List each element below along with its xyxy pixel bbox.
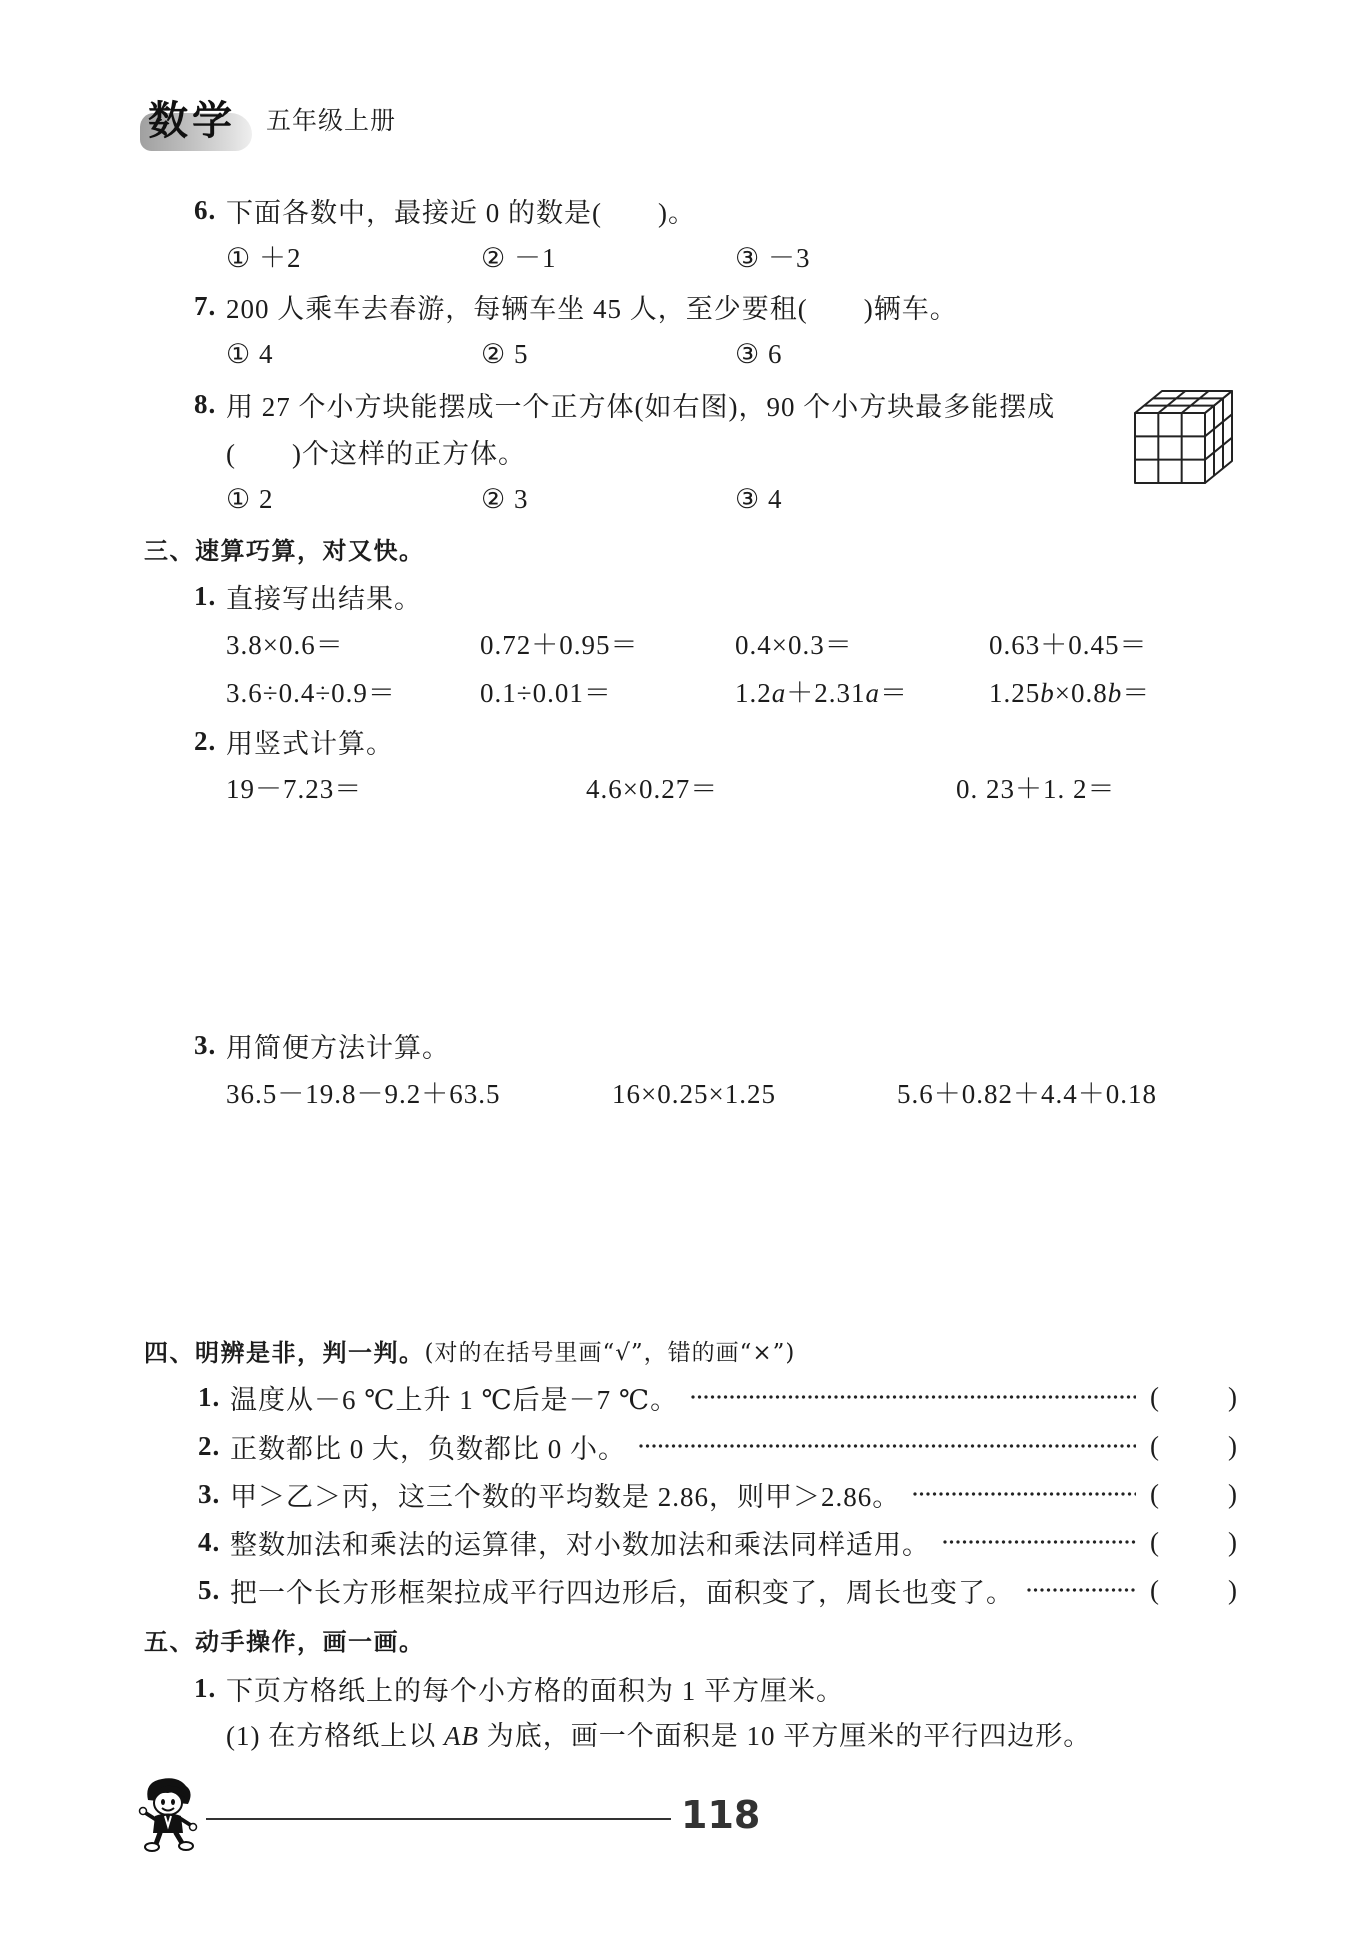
calc-vertical-row — [0, 772, 1350, 806]
question-text: 200 人乘车去春游，每辆车坐 45 人，至少要租( )辆车。 — [226, 293, 958, 324]
expr-part: 1.2 — [735, 678, 772, 708]
text-part: (1) 在方格纸上以 — [226, 1721, 444, 1751]
option: ③ －3 — [735, 243, 811, 273]
draw-subquestion-1 — [0, 1719, 1350, 1753]
calc-item: 16×0.25×1.25 — [612, 1079, 776, 1109]
judge-item — [198, 1573, 1238, 1607]
calc-item: 3.6÷0.4÷0.9＝ — [226, 678, 396, 708]
options-row — [0, 482, 1350, 516]
calc-item — [735, 676, 908, 710]
option: ① 2 — [226, 484, 274, 514]
answer-brackets — [1150, 1575, 1238, 1606]
section-title-text: 四、明辨是非，判一判。 — [144, 1338, 425, 1367]
judge-item — [198, 1380, 1238, 1414]
mascot-icon — [136, 1776, 202, 1854]
question-number: 7. — [194, 290, 217, 321]
option: ③ 4 — [735, 484, 783, 514]
statement-text: 把一个长方形框架拉成平行四边形后，面积变了，周长也变了。 — [230, 1577, 1014, 1608]
calc-item — [989, 676, 1150, 710]
calc-row-1 — [0, 628, 1350, 662]
subject-title: 数学 — [148, 98, 236, 144]
question-number: 2. — [194, 725, 217, 756]
answer-brackets — [1150, 1527, 1238, 1558]
expr-part: ＝ — [880, 678, 908, 708]
bracket-close: ) — [1228, 1574, 1238, 1605]
answer-brackets — [1150, 1479, 1238, 1510]
option: ① ＋2 — [226, 243, 302, 273]
dot-leader — [912, 1491, 1136, 1497]
calc-item: 0.72＋0.95＝ — [480, 630, 639, 660]
question-7 — [194, 289, 958, 323]
question-number: 5. — [198, 1574, 221, 1605]
question-text: 用 27 个小方块能摆成一个正方体(如右图)，90 个小方块最多能摆成 — [226, 391, 1056, 422]
answer-brackets — [1150, 1382, 1238, 1413]
statement-text: 温度从－6 ℃上升 1 ℃后是－7 ℃。 — [230, 1384, 679, 1415]
question-text: 直接写出结果。 — [226, 583, 422, 614]
calc-item: 0.4×0.3＝ — [735, 630, 853, 660]
calc-item: 3.8×0.6＝ — [226, 630, 344, 660]
bracket-close: ) — [1228, 1526, 1238, 1557]
bracket-close: ) — [1228, 1381, 1238, 1412]
calc-simple-heading — [194, 1028, 450, 1062]
dot-leader — [638, 1443, 1136, 1449]
question-text: 下面各数中，最接近 0 的数是( )。 — [226, 197, 696, 228]
option: ③ 6 — [735, 339, 783, 369]
question-number: 3. — [198, 1478, 221, 1509]
question-number: 1. — [198, 1381, 221, 1412]
bracket-open: ( — [1150, 1574, 1160, 1605]
calc-vertical-heading — [194, 724, 394, 758]
cube-figure — [1133, 389, 1235, 485]
answer-brackets — [1150, 1431, 1238, 1462]
section-title-draw: 五、动手操作，画一画。 — [144, 1627, 425, 1656]
calc-row-2 — [0, 676, 1350, 710]
question-text: ( )个这样的正方体。 — [226, 438, 526, 469]
question-number: 1. — [194, 580, 217, 611]
dot-leader — [1026, 1587, 1136, 1593]
calc-item: 0. 23＋1. 2＝ — [956, 774, 1116, 804]
statement-text: 甲＞乙＞丙，这三个数的平均数是 2.86，则甲＞2.86。 — [230, 1481, 901, 1512]
judge-item — [198, 1429, 1238, 1463]
question-text: 下页方格纸上的每个小方格的面积为 1 平方厘米。 — [226, 1675, 844, 1706]
variable: a — [865, 678, 880, 708]
bracket-open: ( — [1150, 1430, 1160, 1461]
judge-item — [198, 1477, 1238, 1511]
grade-label: 五年级上册 — [266, 106, 397, 135]
statement-text: 整数加法和乘法的运算律，对小数加法和乘法同样适用。 — [230, 1529, 930, 1560]
section-title-judge — [144, 1333, 795, 1367]
section-instruction: (对的在括号里画“√”，错的画“×”) — [424, 1339, 796, 1366]
bracket-close: ) — [1228, 1430, 1238, 1461]
question-number: 6. — [194, 194, 217, 225]
calc-item: 0.1÷0.01＝ — [480, 678, 612, 708]
bracket-close: ) — [1228, 1478, 1238, 1509]
segment-label: AB — [443, 1721, 479, 1751]
calc-item: 5.6＋0.82＋4.4＋0.18 — [897, 1079, 1157, 1109]
variable: b — [1107, 678, 1123, 708]
expr-part: 1.25 — [989, 678, 1041, 708]
question-number: 8. — [194, 388, 217, 419]
judge-item — [198, 1525, 1238, 1559]
calc-direct-heading — [194, 579, 422, 613]
option: ② 3 — [481, 484, 529, 514]
dot-leader — [690, 1394, 1136, 1400]
calc-item: 0.63＋0.45＝ — [989, 630, 1148, 660]
subquestion-text — [226, 1719, 1091, 1753]
calc-simple-row — [0, 1077, 1350, 1111]
bracket-open: ( — [1150, 1526, 1160, 1557]
page-number: 118 — [681, 1793, 761, 1837]
expr-part: ＝ — [1122, 678, 1151, 708]
question-number: 3. — [194, 1029, 217, 1060]
question-text: 用竖式计算。 — [226, 728, 394, 759]
dot-leader — [942, 1539, 1136, 1545]
question-8 — [194, 387, 1055, 421]
section-title-calc: 三、速算巧算，对又快。 — [144, 536, 425, 565]
question-8-continued — [226, 434, 526, 468]
option: ② －1 — [481, 243, 557, 273]
expr-part: ×0.8 — [1054, 678, 1108, 708]
expr-part: ＋2.31 — [786, 678, 866, 708]
option: ② 5 — [481, 339, 529, 369]
question-number: 1. — [194, 1672, 217, 1703]
calc-item: 19－7.23＝ — [226, 774, 363, 804]
question-text: 用简便方法计算。 — [226, 1032, 450, 1063]
calc-item: 4.6×0.27＝ — [586, 774, 719, 804]
variable: b — [1040, 678, 1055, 708]
option: ① 4 — [226, 339, 274, 369]
statement-text: 正数都比 0 大，负数都比 0 小。 — [230, 1433, 626, 1464]
draw-question-1 — [194, 1671, 844, 1705]
question-6 — [194, 193, 696, 227]
options-row — [0, 337, 1350, 371]
text-part: 为底，画一个面积是 10 平方厘米的平行四边形。 — [478, 1721, 1092, 1751]
bracket-open: ( — [1150, 1478, 1160, 1509]
calc-item: 36.5－19.8－9.2＋63.5 — [226, 1079, 501, 1109]
question-number: 2. — [198, 1430, 221, 1461]
footer-rule — [206, 1818, 671, 1820]
options-row — [0, 241, 1350, 275]
question-number: 4. — [198, 1526, 221, 1557]
variable: a — [771, 678, 787, 708]
bracket-open: ( — [1150, 1381, 1160, 1412]
